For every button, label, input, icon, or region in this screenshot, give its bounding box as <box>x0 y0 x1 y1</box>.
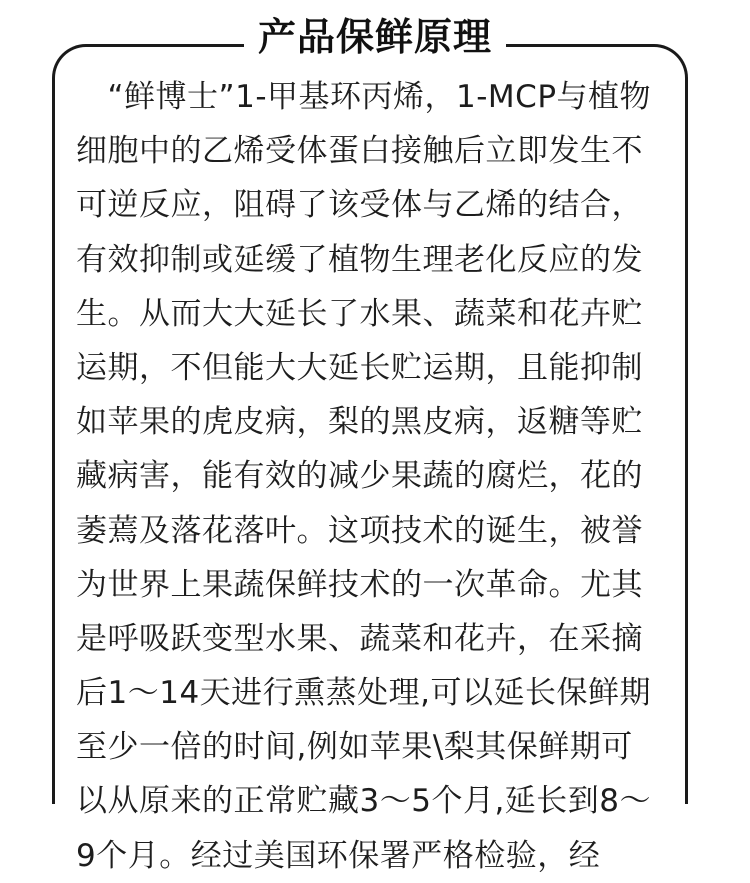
text-line: 有效抑制或延缓了植物生理老化反应的发 <box>76 241 643 278</box>
text-line: 可逆反应，阻碍了该受体与乙烯的结合， <box>76 187 643 224</box>
body-paragraph <box>76 70 678 883</box>
text-line: 如苹果的虎皮病，梨的黑皮病，返糖等贮 <box>76 404 643 441</box>
text-line: 为世界上果蔬保鲜技术的一次革命。尤其 <box>76 566 643 603</box>
text-line: 藏病害，能有效的减少果蔬的腐烂，花的 <box>76 458 643 495</box>
title-bar <box>0 10 750 64</box>
text-line: 萎蔫及落花落叶。这项技术的诞生，被誉 <box>76 512 643 549</box>
text-line: 细胞中的乙烯受体蛋白接触后立即发生不 <box>76 133 643 170</box>
text-line: 9个月。经过美国环保署严格检验，经 <box>76 837 601 874</box>
text-line: 运期，不但能大大延长贮运期，且能抑制 <box>76 349 643 386</box>
text-line: 是呼吸跃变型水果、蔬菜和花卉，在采摘 <box>76 620 643 657</box>
text-line: 后1～14天进行熏蒸处理,可以延长保鲜期 <box>76 675 652 712</box>
text-line: “鲜博士”1-甲基环丙烯，1-MCP与植物 <box>76 79 652 115</box>
text-line: 生。从而大大延长了水果、蔬菜和花卉贮 <box>76 295 643 332</box>
text-line: 至少一倍的时间,例如苹果\梨其保鲜期可 <box>76 729 633 766</box>
text-line: 以从原来的正常贮藏3～5个月,延长到8～ <box>76 783 652 820</box>
page-title: 产品保鲜原理 <box>244 10 506 64</box>
